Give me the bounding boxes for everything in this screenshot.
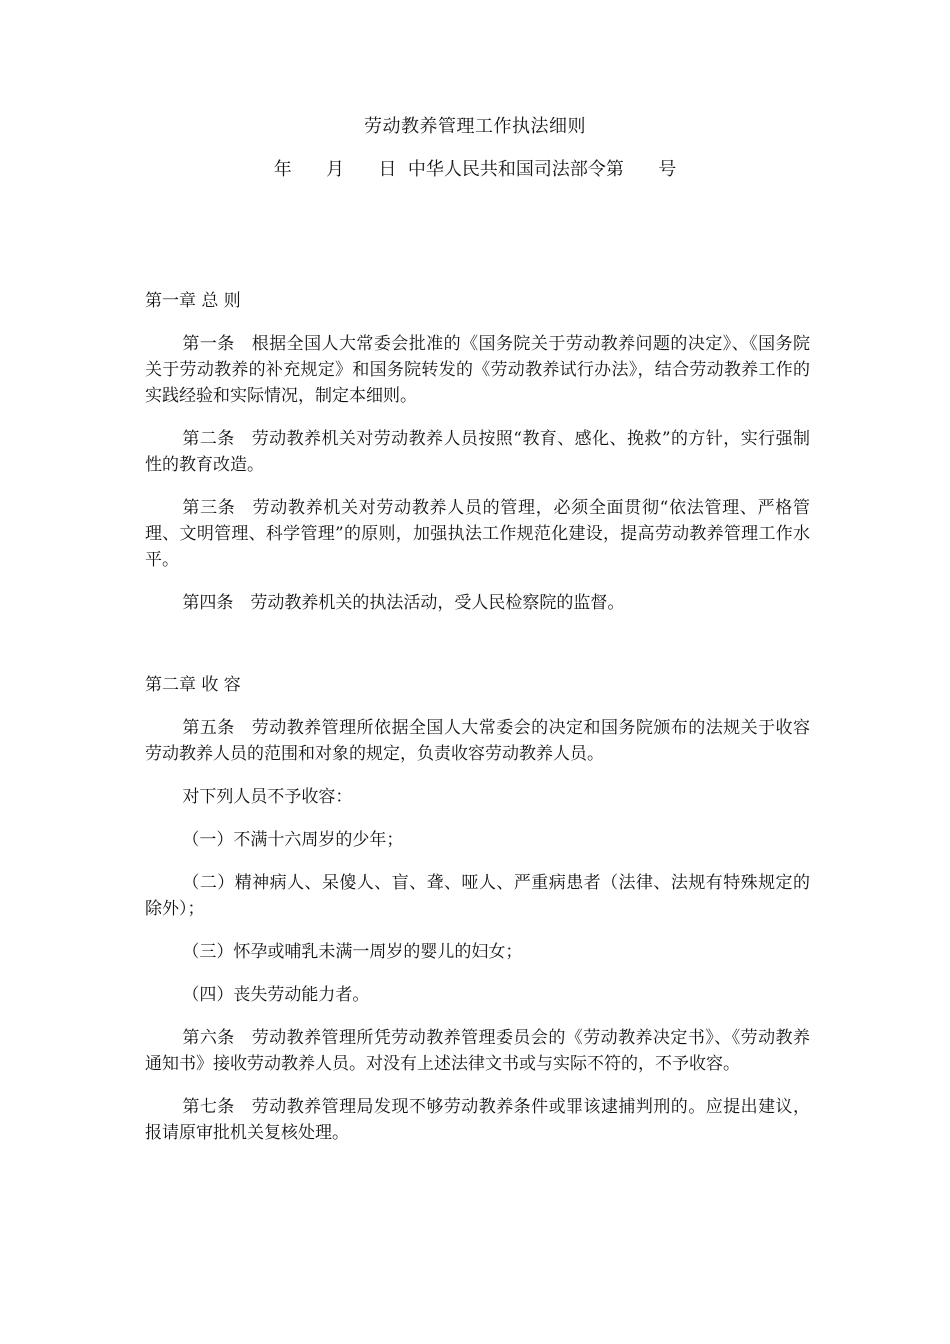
article-text: 劳动教养机关的执法活动，受人民检察院的监督。: [250, 593, 625, 613]
exclusion-intro: 对下列人员不予收容：: [182, 787, 353, 807]
article-5: [145, 715, 810, 767]
article-text: 劳动教养机关对劳动教养人员的管理，必须全面贯彻“依法管理、严格管理、文明管理、科学管理”的原则，加强执法工作规范化建设，提高劳动教养管理工作水平。: [145, 498, 810, 570]
article-text: 劳动教养管理局发现不够劳动教养条件或罪该逮捕判刑的。应提出建议，报请原审批机关复核处理。: [145, 1097, 811, 1143]
article-label: 第一条: [182, 334, 235, 354]
article-label: 第三条: [182, 498, 236, 518]
exclusion-item-2: （二）精神病人、呆傻人、盲、聋、哑人、严重病患者（法律、法规有特殊规定的除外）；: [145, 873, 810, 919]
article-7: [145, 1094, 810, 1146]
article-6: [145, 1025, 810, 1077]
article-label: 第六条: [182, 1028, 235, 1048]
exclusion-item-3: （三）怀孕或哺乳未满一周岁的婴儿的妇女；: [182, 942, 523, 962]
article-label: 第五条: [182, 718, 235, 738]
article-text: 劳动教养机关对劳动教养人员按照“教育、感化、挽救”的方针，实行强制性的教育改造。: [145, 429, 810, 475]
document-dateline: 年 月 日 中华人民共和国司法部令第 号: [273, 159, 677, 180]
exclusion-item-4: （四）丧失劳动能力者。: [182, 985, 370, 1005]
article-label: 第二条: [182, 429, 235, 449]
article-text: 根据全国人大常委会批准的《国务院关于劳动教养问题的决定》、《国务院关于劳动教养的补充规定》和国务院转发的《劳动教养试行办法》，结合劳动教养工作的实践经验和实际情况，制定本细则。: [145, 334, 811, 406]
document-body: [145, 288, 810, 1146]
article-text: 劳动教养管理所依据全国人大常委会的决定和国务院颁布的法规关于收容劳动教养人员的范围和对象的规定，负责收容劳动教养人员。: [145, 718, 811, 764]
article-1: [145, 331, 810, 409]
article-4: [145, 590, 810, 616]
article-label: 第四条: [182, 593, 234, 613]
chapter-heading-2: 第二章 收 容: [145, 675, 241, 695]
article-text: 劳动教养管理所凭劳动教养管理委员会的《劳动教养决定书》、《劳动教养通知书》接收劳动教养人员。对没有上述法律文书或与实际不符的，不予收容。: [145, 1028, 811, 1074]
chapter-heading-1: 第一章 总 则: [145, 291, 241, 311]
article-label: 第七条: [182, 1097, 235, 1117]
article-3: [145, 495, 810, 573]
document-title: 劳动教养管理工作执法细则: [364, 116, 586, 137]
exclusion-item-1: （一）不满十六周岁的少年；: [182, 830, 404, 850]
article-2: [145, 426, 810, 478]
